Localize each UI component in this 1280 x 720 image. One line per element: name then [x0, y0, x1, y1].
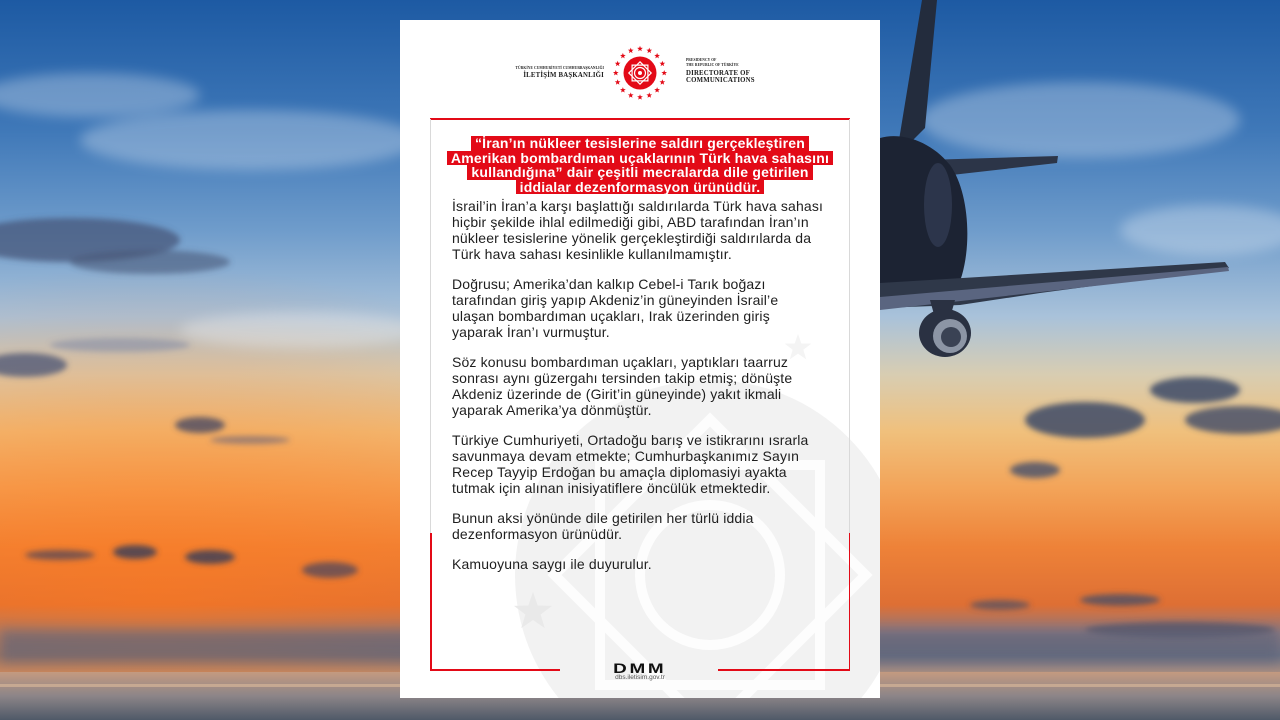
emblem-star — [620, 87, 626, 92]
closing-paragraph — [452, 556, 852, 572]
emblem-star — [613, 70, 619, 75]
text-line: tutmak için alınan inisiyatiflere öncülük etmektedir. — [452, 480, 771, 496]
directorate-title-en-line: COMMUNICATIONS — [686, 77, 755, 84]
text-line: Kamuoyuna saygı ile duyurulur. — [452, 556, 652, 572]
text-line: Recep Tayyip Erdoğan bu amaçla diplomasiyi ayakta — [452, 464, 787, 480]
text-line: yaparak Amerika’ya dönmüştür. — [452, 402, 652, 418]
headline-line: kullandığına” dair çeşitli mecralarda dile getirilen — [467, 165, 812, 180]
emblem-star — [654, 87, 660, 92]
text-line: sonrası aynı güzergahı tersinden takip etmiş; dönüşte — [452, 370, 793, 386]
presidency-emblem-icon — [612, 45, 668, 101]
paragraph — [452, 276, 852, 340]
emblem-star — [628, 92, 634, 97]
presidency-name-tr: TÜRKİYE CUMHURİYETİ CUMHURBAŞKANLIĞI — [515, 66, 604, 70]
frame-left-accent — [430, 533, 432, 671]
directorate-title-en-line: DIRECTORATE OF — [686, 69, 750, 77]
paragraph — [452, 510, 852, 542]
dmm-logo-text: DMM — [613, 660, 667, 676]
text-line: ulaşan bombardıman uçakları, Irak üzerinden giriş — [452, 308, 770, 324]
emblem-star — [661, 70, 667, 75]
text-line: Akdeniz üzerinde de (Girit’in güneyinde) yakıt ikmali — [452, 386, 782, 402]
headline-line: iddialar dezenformasyon ürünüdür. — [516, 180, 765, 195]
paragraph — [452, 198, 852, 262]
emblem-star — [654, 53, 660, 58]
presidency-name-en-line: PRESIDENCY OF — [686, 58, 717, 62]
text-line: Söz konusu bombardıman uçakları, yaptıkları taarruz — [452, 354, 789, 370]
paragraph — [452, 354, 852, 418]
frame-top-border — [430, 118, 850, 120]
text-line: dezenformasyon ürünüdür. — [452, 526, 623, 542]
emblem-star — [615, 61, 621, 66]
emblem-star — [660, 61, 666, 66]
text-line: tarafından giriş yapıp Akdeniz’in güneyinden İsrail’e — [452, 292, 779, 308]
emblem-star — [637, 94, 643, 99]
text-line: savunmaya devam etmekte; Cumhurbaşkanımız Sayın — [452, 448, 800, 464]
headline-line: Amerikan bombardıman uçaklarının Türk hava sahasını — [447, 151, 833, 166]
headline — [430, 136, 850, 194]
text-line: nükleer tesislerine yönelik gerçekleştirdiği saldırılarda da — [452, 230, 812, 246]
presidency-name-en-line: THE REPUBLIC OF TÜRKİYE — [686, 63, 739, 67]
text-line: Türk hava sahası kesinlikle kullanılmamıştır. — [452, 246, 732, 262]
emblem-star — [646, 92, 652, 97]
emblem-star — [628, 48, 634, 53]
paragraph — [452, 432, 852, 496]
emblem-star — [637, 46, 643, 51]
statement-body — [452, 198, 852, 586]
emblem-star — [620, 53, 626, 58]
headline-line: “İran’ın nükleer tesislerine saldırı gerçekleştiren — [471, 136, 809, 151]
emblem-star — [646, 48, 652, 53]
text-line: Türkiye Cumhuriyeti, Ortadoğu barış ve istikrarını ısrarla — [452, 432, 809, 448]
emblem-star — [660, 79, 666, 84]
dmm-logo — [400, 660, 880, 674]
directorate-name-tr — [516, 65, 604, 80]
directorate-title-tr: İLETİŞİM BAŞKANLIĞI — [523, 72, 604, 79]
statement-card — [400, 20, 880, 698]
emblem-star — [615, 79, 621, 84]
text-line: Doğrusu; Amerika’dan kalkıp Cebel-i Tarık boğazı — [452, 276, 766, 292]
text-line: yaparak İran’ı vurmuştur. — [452, 324, 610, 340]
text-line: Bunun aksi yönünde dile getirilen her türlü iddia — [452, 510, 754, 526]
text-line: hiçbir şekilde ihlal edilmediği gibi, ABD tarafından İran’ın — [452, 214, 809, 230]
directorate-name-en — [686, 58, 755, 85]
footer-url: dbs.iletisim.gov.tr — [615, 674, 665, 681]
text-line: İsrail’in İran’a karşı başlattığı saldırılarda Türk hava sahası — [452, 198, 824, 214]
